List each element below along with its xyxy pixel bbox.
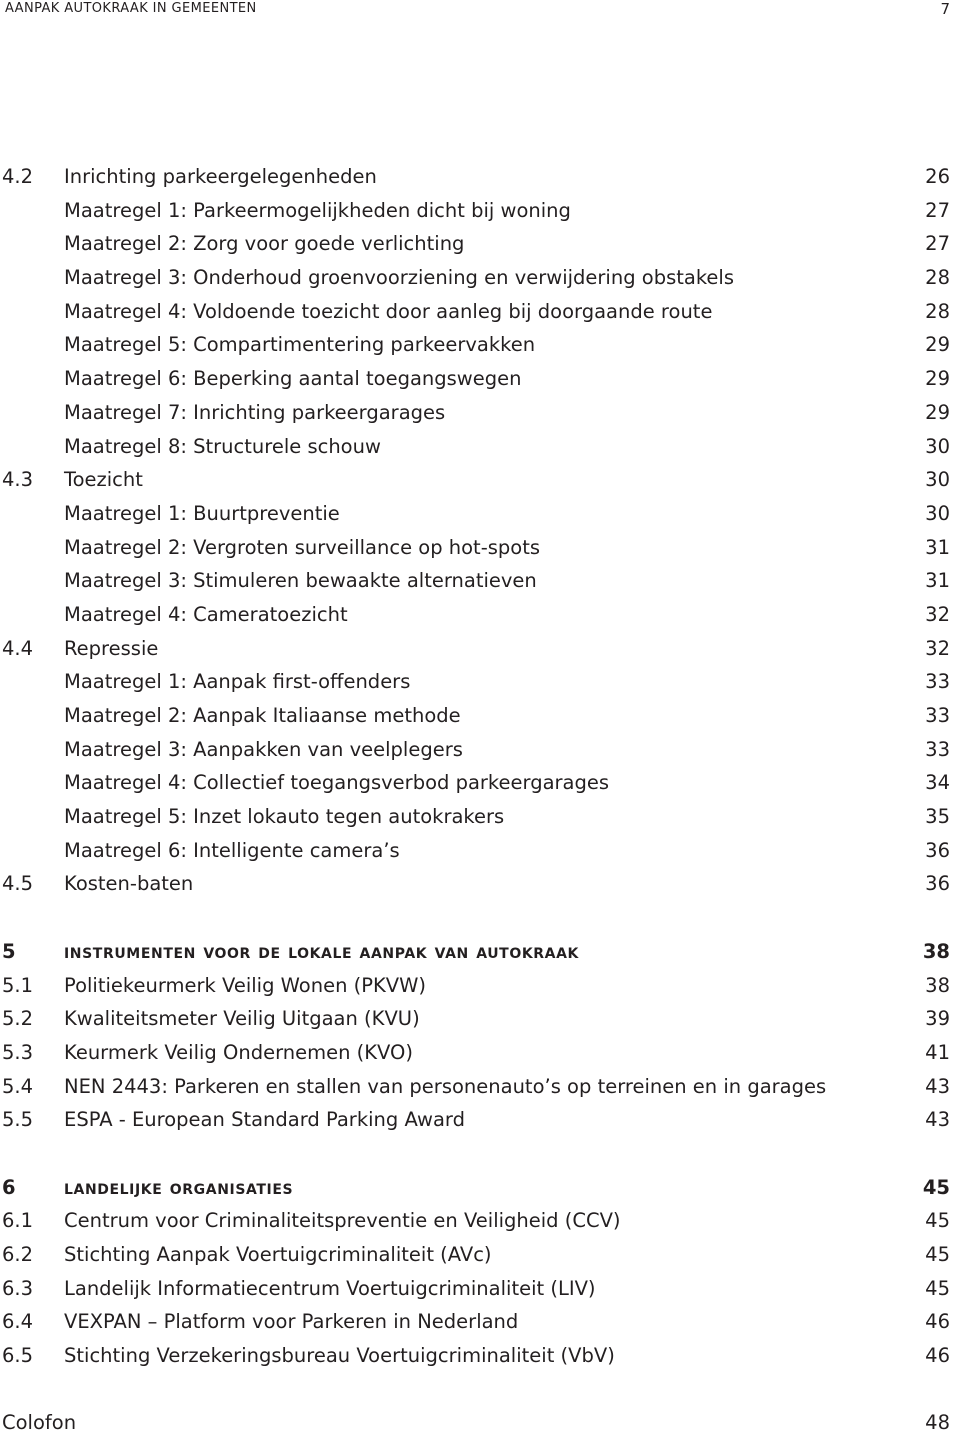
- toc-entry-title: ESPA - European Standard Parking Award: [64, 1108, 465, 1132]
- toc-entry-title: Maatregel 4: Voldoende toezicht door aanleg bij doorgaande route: [64, 299, 713, 323]
- toc-entry-section[interactable]: [0, 632, 960, 666]
- toc-entry-measure[interactable]: [0, 362, 960, 396]
- toc-entry-page: 33: [925, 670, 950, 694]
- toc-entry-title: Keurmerk Veilig Ondernemen (KVO): [64, 1040, 414, 1064]
- toc-entry-number: 6.5: [2, 1344, 34, 1368]
- table-of-contents: [0, 160, 960, 1440]
- toc-spacer: [0, 1137, 960, 1171]
- toc-entry-title: Maatregel 4: Collectief toegangsverbod parkeergarages: [64, 771, 610, 795]
- toc-entry-measure[interactable]: [0, 194, 960, 228]
- toc-entry-page: 43: [925, 1074, 950, 1098]
- toc-entry-section[interactable]: [0, 867, 960, 901]
- toc-entry-title: Colofon: [2, 1411, 77, 1435]
- toc-entry-number: 6: [2, 1175, 16, 1199]
- toc-entry-title: Maatregel 1: Parkeermogelijkheden dicht bij woning: [64, 198, 571, 222]
- toc-entry-page: 29: [925, 367, 950, 391]
- toc-entry-measure[interactable]: [0, 430, 960, 464]
- toc-entry-number: 4.4: [2, 636, 34, 660]
- toc-entry-section[interactable]: [0, 1002, 960, 1036]
- toc-entry-measure[interactable]: [0, 497, 960, 531]
- toc-entry-title: Repressie: [64, 636, 159, 660]
- toc-entry-section[interactable]: [0, 1339, 960, 1373]
- toc-entry-title: Maatregel 3: Aanpakken van veelplegers: [64, 737, 463, 761]
- toc-entry-page: 38: [925, 973, 950, 997]
- toc-entry-page: 36: [925, 838, 950, 862]
- toc-entry-page: 30: [925, 501, 950, 525]
- toc-entry-measure[interactable]: [0, 295, 960, 329]
- toc-entry-title: Maatregel 2: Aanpak Italiaanse methode: [64, 704, 461, 727]
- toc-entry-measure[interactable]: [0, 665, 960, 699]
- toc-entry-title: Maatregel 5: Compartimentering parkeervakken: [64, 333, 536, 357]
- toc-entry-page: 32: [925, 636, 950, 660]
- toc-entry-page: 48: [925, 1411, 950, 1435]
- toc-entry-title: Maatregel 4: Cameratoezicht: [64, 602, 348, 626]
- toc-spacer: [0, 1373, 960, 1407]
- toc-entry-title: Stichting Aanpak Voertuigcriminaliteit (AVc): [64, 1243, 492, 1266]
- toc-entry-measure[interactable]: [0, 531, 960, 565]
- toc-entry-section[interactable]: [0, 1103, 960, 1137]
- toc-entry-section[interactable]: [0, 969, 960, 1003]
- toc-entry-measure[interactable]: [0, 766, 960, 800]
- toc-entry-title: Stichting Verzekeringsbureau Voertuigcriminaliteit (VbV): [64, 1344, 615, 1368]
- toc-entry-number: 5.3: [2, 1040, 34, 1064]
- toc-entry-page: 31: [925, 535, 950, 559]
- toc-entry-page: 34: [925, 771, 950, 795]
- toc-entry-number: 6.2: [2, 1243, 34, 1266]
- toc-entry-page: 28: [925, 266, 950, 290]
- toc-entry-section[interactable]: [0, 160, 960, 194]
- toc-entry-page: 27: [925, 232, 950, 256]
- toc-entry-title: Maatregel 2: Vergroten surveillance op hot-spots: [64, 535, 541, 559]
- toc-entry-title: Maatregel 7: Inrichting parkeergarages: [64, 400, 446, 424]
- page-number: 7: [940, 0, 950, 18]
- toc-entry-measure[interactable]: [0, 564, 960, 598]
- toc-entry-section[interactable]: [0, 1272, 960, 1306]
- toc-entry-section[interactable]: [0, 1070, 960, 1104]
- toc-entry-page: 31: [925, 569, 950, 593]
- toc-entry-measure[interactable]: [0, 733, 960, 767]
- toc-entry-section[interactable]: [0, 1305, 960, 1339]
- toc-entry-number: 5.4: [2, 1074, 34, 1098]
- toc-entry-page: 30: [925, 434, 950, 458]
- toc-entry-title: Maatregel 8: Structurele schouw: [64, 434, 381, 458]
- toc-entry-page: 35: [925, 805, 950, 829]
- toc-entry-title: VEXPAN – Platform voor Parkeren in Nederland: [64, 1310, 519, 1334]
- toc-entry-page: 45: [925, 1276, 950, 1300]
- toc-entry-title: Maatregel 6: Beperking aantal toegangswegen: [64, 367, 522, 391]
- toc-entry-section[interactable]: [0, 1204, 960, 1238]
- toc-entry-page: 26: [925, 165, 950, 188]
- toc-entry-page: 29: [925, 333, 950, 357]
- running-header-title: AANPAK AUTOKRAAK IN GEMEENTEN: [5, 1, 257, 16]
- toc-entry-page: 43: [925, 1108, 950, 1132]
- toc-entry-page: 32: [925, 602, 950, 626]
- toc-entry-chapter[interactable]: [0, 935, 960, 969]
- toc-entry-measure[interactable]: [0, 699, 960, 733]
- toc-entry-title: Maatregel 3: Onderhoud groenvoorziening en verwijdering obstakels: [64, 266, 735, 290]
- toc-entry-page: 45: [925, 1243, 950, 1266]
- toc-entry-page: 41: [925, 1040, 950, 1064]
- toc-entry-title: Maatregel 1: Buurtpreventie: [64, 501, 340, 525]
- toc-entry-title: Toezicht: [64, 468, 143, 492]
- toc-entry-page: 36: [925, 872, 950, 896]
- toc-entry-number: 6.4: [2, 1310, 34, 1334]
- toc-entry-title: Kwaliteitsmeter Veilig Uitgaan (KVU): [64, 1007, 420, 1031]
- toc-entry-title: NEN 2443: Parkeren en stallen van personenauto’s op terreinen en in garages: [64, 1074, 827, 1098]
- toc-entry-number: 5.5: [2, 1108, 34, 1132]
- running-header: [0, 0, 960, 22]
- toc-spacer: [0, 901, 960, 935]
- toc-entry-page: 29: [925, 400, 950, 424]
- toc-entry-page: 46: [925, 1310, 950, 1334]
- toc-entry-section[interactable]: [0, 463, 960, 497]
- toc-entry-title: Maatregel 1: Aanpak first-offenders: [64, 670, 411, 694]
- toc-entry-page: 28: [925, 299, 950, 323]
- toc-entry-number: 4.3: [2, 468, 34, 492]
- toc-entry-measure[interactable]: [0, 227, 960, 261]
- toc-entry-title: Kosten-baten: [64, 872, 194, 896]
- toc-entry-title: Politiekeurmerk Veilig Wonen (PKVW): [64, 973, 427, 997]
- toc-entry-measure[interactable]: [0, 800, 960, 834]
- toc-entry-measure[interactable]: [0, 396, 960, 430]
- toc-entry-number: 4.2: [2, 165, 34, 188]
- toc-entry-chapter[interactable]: [0, 1171, 960, 1205]
- toc-entry-page: 45: [922, 1175, 950, 1199]
- toc-entry-title: Maatregel 5: Inzet lokauto tegen autokrakers: [64, 805, 505, 829]
- toc-entry-section[interactable]: [0, 1036, 960, 1070]
- toc-entry-title: Centrum voor Criminaliteitspreventie en Veiligheid (CCV): [64, 1209, 621, 1233]
- toc-entry-number: 5: [2, 939, 16, 963]
- toc-entry-title: Landelijk Informatiecentrum Voertuigcriminaliteit (LIV): [64, 1276, 596, 1300]
- toc-entry-measure[interactable]: [0, 328, 960, 362]
- toc-entry-measure[interactable]: [0, 261, 960, 295]
- toc-entry-measure[interactable]: [0, 598, 960, 632]
- toc-entry-measure[interactable]: [0, 834, 960, 868]
- toc-entry-page: 33: [925, 704, 950, 727]
- toc-entry-section[interactable]: [0, 1238, 960, 1272]
- toc-entry-page: 27: [925, 198, 950, 222]
- toc-entry-page: 46: [925, 1344, 950, 1368]
- toc-entry-title: landelijke organisaties: [64, 1175, 294, 1199]
- toc-entry-page: 33: [925, 737, 950, 761]
- toc-entry-title: instrumenten voor de lokale aanpak van autokraak: [64, 939, 579, 963]
- toc-entry-number: 4.5: [2, 872, 34, 896]
- toc-entry-title: Maatregel 6: Intelligente camera’s: [64, 838, 400, 862]
- toc-entry-number: 6.1: [2, 1209, 34, 1233]
- toc-entry-number: 6.3: [2, 1276, 34, 1300]
- toc-entry-page: 38: [922, 939, 950, 963]
- toc-entry-title: Maatregel 2: Zorg voor goede verlichting: [64, 232, 465, 256]
- toc-entry-page: 45: [925, 1209, 950, 1233]
- toc-entry-number: 5.2: [2, 1007, 34, 1031]
- toc-entry-title: Maatregel 3: Stimuleren bewaakte alternatieven: [64, 569, 537, 593]
- toc-entry-title: Inrichting parkeergelegenheden: [64, 165, 377, 188]
- toc-entry-number: 5.1: [2, 973, 34, 997]
- toc-entry-page: 39: [925, 1007, 950, 1031]
- toc-entry-page: 30: [925, 468, 950, 492]
